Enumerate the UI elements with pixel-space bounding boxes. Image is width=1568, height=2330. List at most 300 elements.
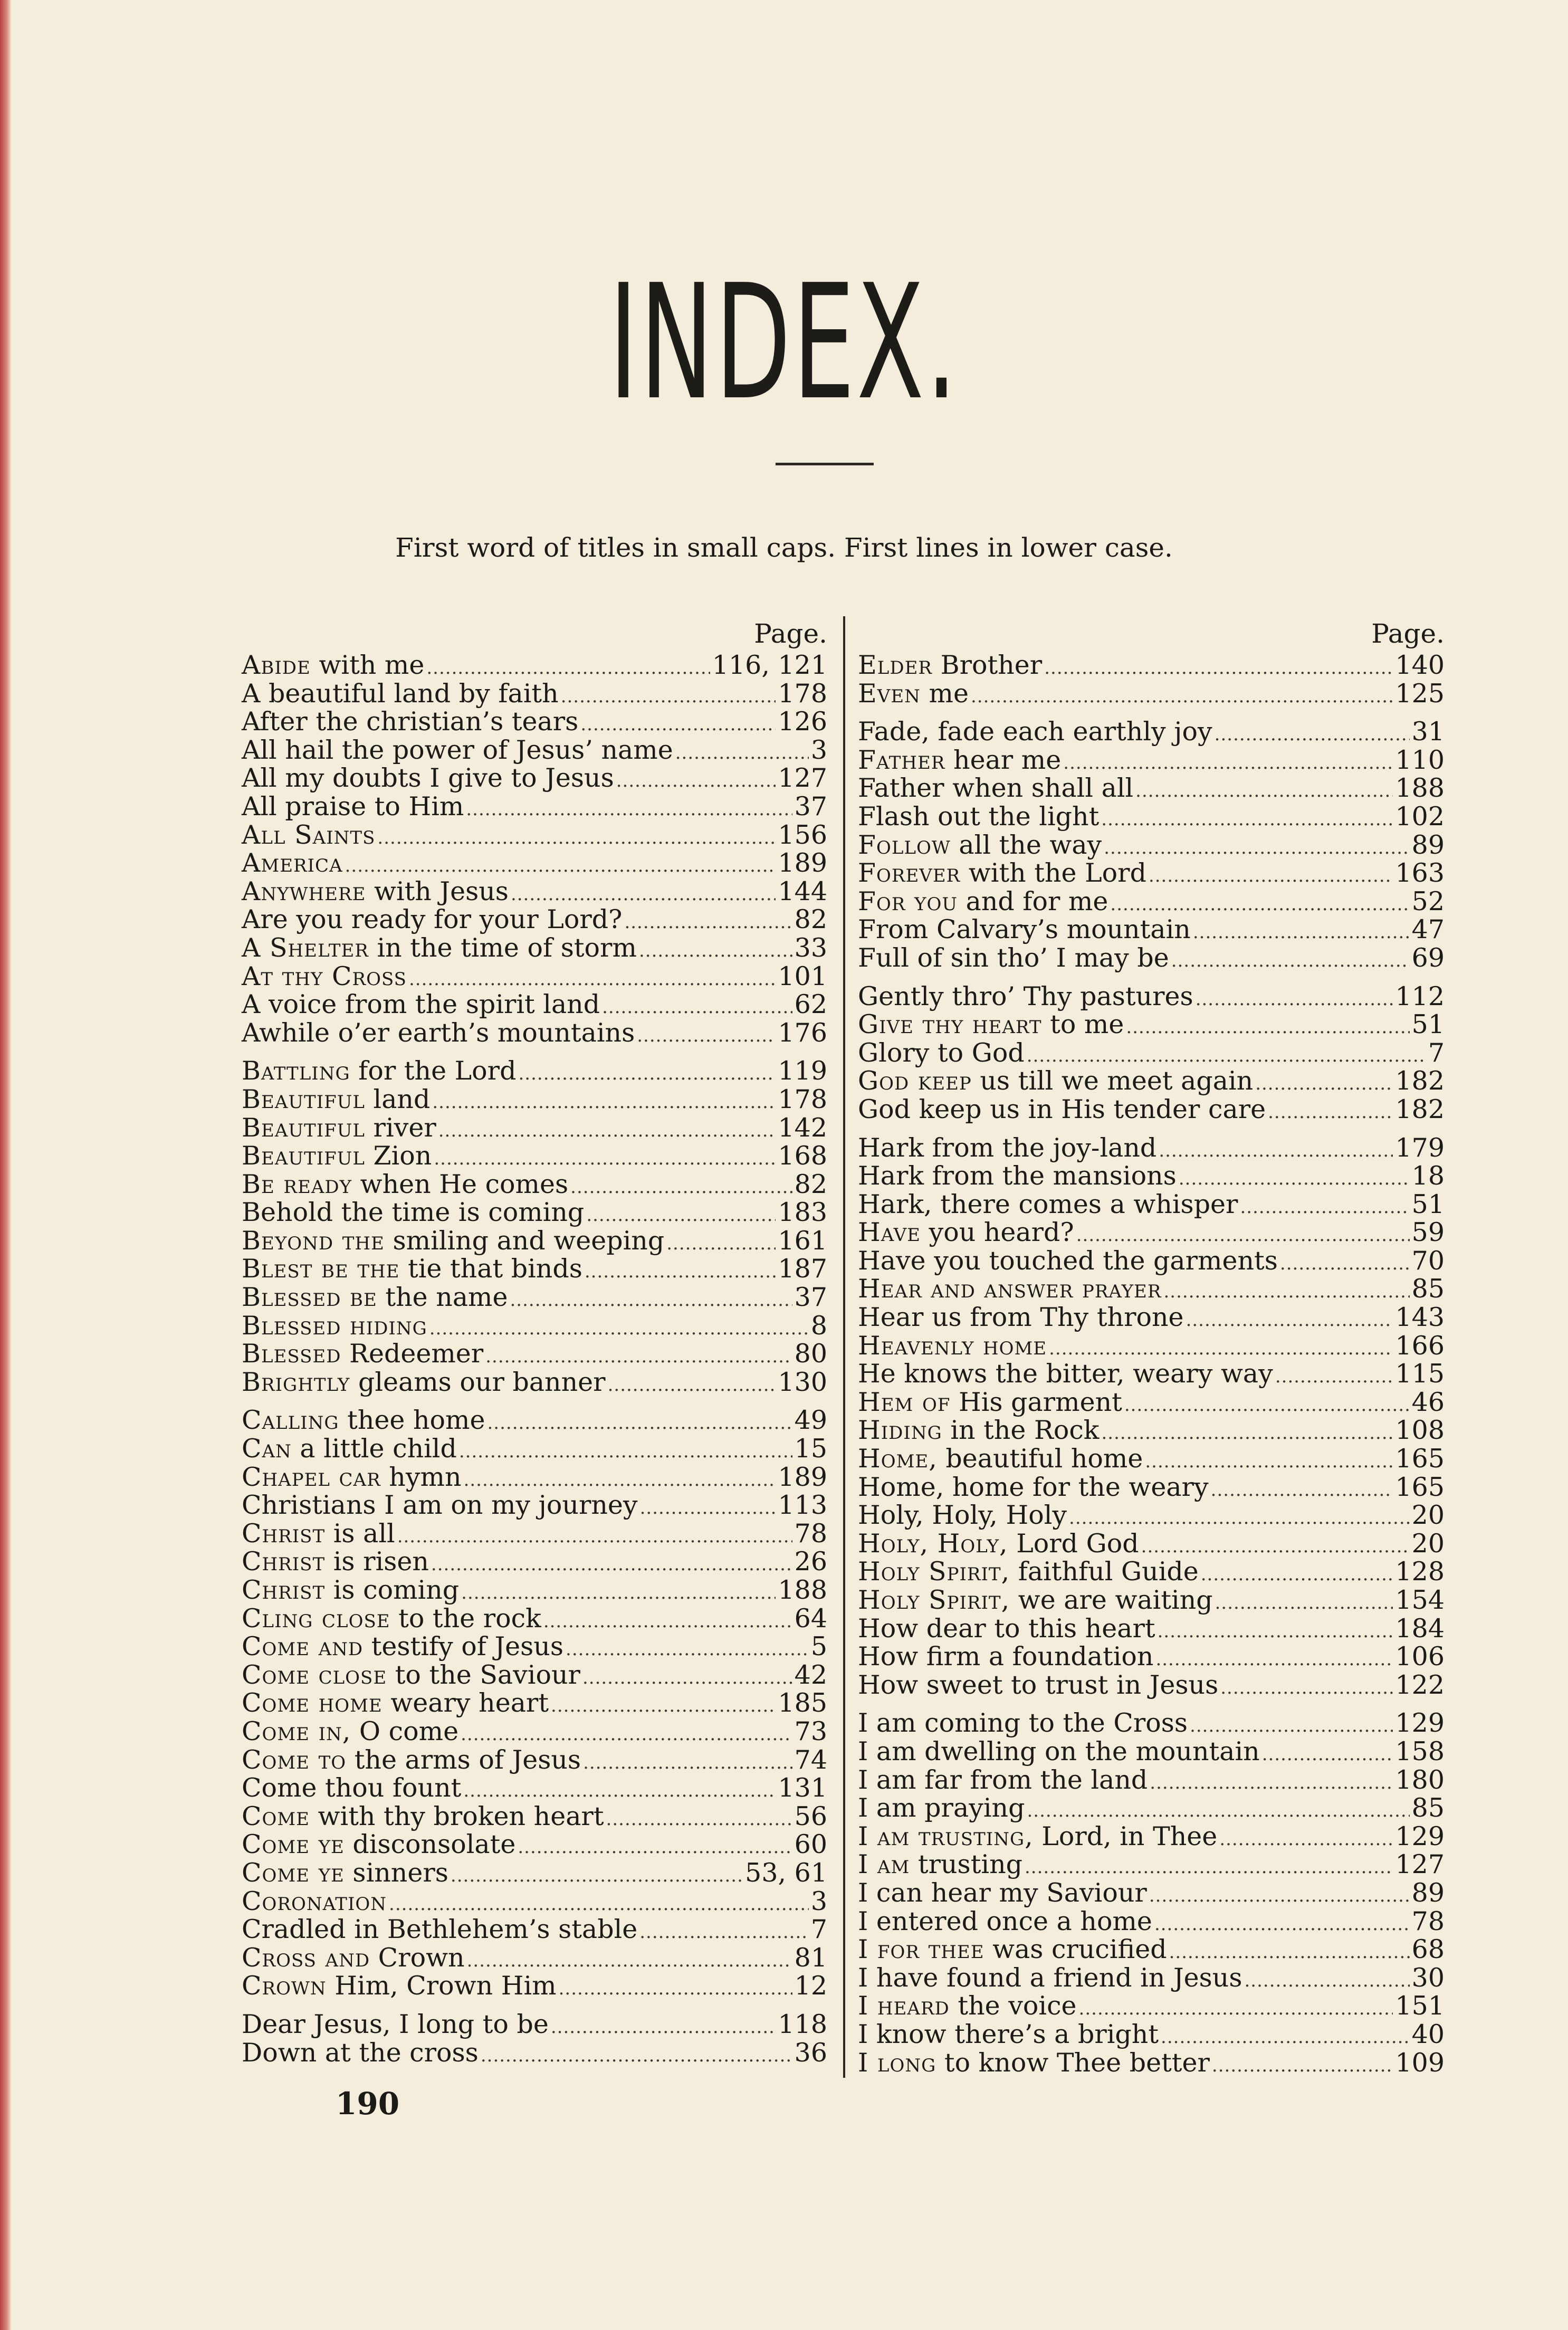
entry-text: Him, Crown Him: [326, 1971, 557, 2001]
entry-small-caps: Blessed be: [242, 1282, 377, 1313]
dot-leader: [518, 1060, 776, 1088]
index-entry: [242, 1689, 827, 1717]
entry-page-number: 12: [794, 1971, 827, 2001]
entry-text: for the Lord: [350, 1056, 517, 1086]
entry-title: [858, 1247, 1278, 1275]
entry-text: All praise to Him: [242, 791, 464, 822]
entry-text: Hear us from Thy throne: [858, 1302, 1184, 1333]
entry-text: to the rock: [390, 1603, 541, 1634]
index-entry: [858, 1737, 1445, 1766]
entry-small-caps: Come ye: [242, 1829, 345, 1860]
dot-leader: [1154, 1911, 1410, 1939]
dot-leader: [1149, 1882, 1410, 1911]
entry-text: Down at the cross: [242, 2037, 479, 2068]
index-entry: [242, 1632, 827, 1661]
entry-page-number: 178: [778, 678, 827, 709]
entry-text: Dear Jesus, I long to be: [242, 2009, 549, 2039]
dot-leader: [487, 1409, 792, 1438]
entry-page-number: 59: [1411, 1217, 1445, 1248]
dot-leader: [551, 2013, 776, 2042]
entry-title: [242, 1114, 436, 1142]
entry-text: the arms of Jesus: [346, 1744, 581, 1775]
entry-title: [858, 1992, 1077, 2020]
entry-page-number: 36: [794, 2037, 827, 2068]
index-entry: [858, 718, 1445, 746]
entry-title: [858, 1303, 1184, 1332]
entry-text: with me: [310, 650, 425, 680]
index-entry: [858, 1643, 1445, 1671]
index-entry: [858, 1501, 1445, 1530]
entry-page-number: 3: [810, 734, 827, 765]
entry-page-number: 127: [778, 763, 827, 794]
index-entry: [858, 1473, 1445, 1502]
entry-page-number: 26: [794, 1546, 827, 1577]
index-entry: [242, 1491, 827, 1520]
entry-title: [242, 1198, 584, 1227]
entry-small-caps: Beautiful: [242, 1084, 365, 1114]
entry-text: Are you ready for your Lord?: [242, 904, 623, 935]
entry-title: [242, 1491, 638, 1520]
entry-title: [242, 1170, 568, 1199]
index-entry: [858, 915, 1445, 944]
entry-page-number: 15: [794, 1434, 827, 1464]
entry-page-number: 62: [794, 989, 827, 1020]
entry-title: [858, 774, 1133, 803]
entry-title: [858, 982, 1193, 1011]
entry-title: [242, 1520, 395, 1548]
index-entry: [242, 877, 827, 906]
dot-leader: [559, 1975, 792, 2003]
entry-page-number: 53, 61: [745, 1857, 827, 1888]
index-entry: [858, 1671, 1445, 1699]
index-entry: [858, 1190, 1445, 1219]
dot-leader: [1101, 806, 1393, 834]
dot-leader: [1171, 947, 1410, 976]
index-entry: [242, 821, 827, 849]
entry-text: hymn: [380, 1462, 462, 1492]
entry-title: [242, 1830, 515, 1859]
entry-text: Hark from the joy-land: [858, 1132, 1157, 1163]
dot-leader: [1193, 919, 1410, 947]
entry-text: I have found a friend in Jesus: [858, 1962, 1242, 1993]
entry-page-number: 142: [778, 1112, 827, 1143]
entry-page-number: 46: [1411, 1387, 1445, 1417]
index-subtitle: First word of titles in small caps. First lines in lower case.: [395, 532, 1173, 563]
dot-leader: [481, 2042, 792, 2070]
index-entry: [242, 1972, 827, 2000]
entry-text: trusting: [910, 1849, 1022, 1880]
entry-text: thee home: [339, 1405, 485, 1436]
entry-small-caps: I heard: [858, 1991, 950, 2021]
dot-leader: [1186, 1306, 1393, 1335]
entry-title: [242, 1312, 427, 1340]
dot-leader: [1211, 1476, 1393, 1505]
entry-title: [242, 849, 343, 877]
entry-small-caps: Beyond the: [242, 1225, 385, 1256]
entry-text: I am dwelling on the mountain: [858, 1736, 1260, 1766]
entry-page-number: 82: [794, 1169, 827, 1199]
entry-title: [858, 1067, 1253, 1095]
index-entry: [242, 1406, 827, 1435]
entry-title: [858, 746, 1061, 775]
entry-title: [242, 1435, 457, 1463]
entry-title: [858, 1671, 1218, 1699]
index-entry: [242, 2010, 827, 2039]
entry-title: [858, 1850, 1022, 1879]
entry-title: [858, 1332, 1047, 1360]
entry-page-number: 183: [778, 1197, 827, 1228]
index-entry: [242, 680, 827, 708]
entry-page-number: 33: [794, 932, 827, 963]
entry-title: [858, 1010, 1124, 1039]
entry-page-number: 49: [794, 1405, 827, 1436]
entry-page-number: 52: [1411, 886, 1445, 916]
entry-text: with thy broken heart: [310, 1801, 604, 1831]
entry-text: us till we meet again: [971, 1066, 1254, 1096]
index-entry: [858, 746, 1445, 775]
entry-small-caps: Come and: [242, 1631, 364, 1662]
entry-small-caps: Be ready: [242, 1169, 352, 1199]
index-entry: [858, 1766, 1445, 1794]
entry-small-caps: For you: [858, 886, 958, 916]
entry-text: All hail the power of Jesus’ name: [242, 734, 673, 765]
entry-page-number: 182: [1395, 1066, 1445, 1096]
entry-text: Hark from the mansions: [858, 1161, 1177, 1191]
index-entry: [858, 1247, 1445, 1275]
title-rule: [776, 463, 874, 465]
entry-small-caps: Crown: [242, 1971, 327, 2001]
entry-title: [858, 1473, 1209, 1502]
entry-text: disconsolate: [344, 1829, 516, 1860]
entry-small-caps: Come close: [242, 1659, 387, 1690]
entry-page-number: 122: [1395, 1669, 1445, 1700]
entry-small-caps: Brightly: [242, 1367, 350, 1397]
entry-title: [242, 1887, 387, 1916]
index-entry: [242, 1142, 827, 1170]
index-entry: [858, 1067, 1445, 1095]
entry-text: Hark, there comes a whisper: [858, 1189, 1238, 1219]
index-entry: [858, 1992, 1445, 2020]
dot-leader: [637, 1022, 776, 1051]
index-entry: [858, 982, 1445, 1011]
entry-text: Home, home for the weary: [858, 1472, 1209, 1502]
entry-text: you heard?: [920, 1217, 1074, 1248]
entry-small-caps: Beautiful: [242, 1112, 365, 1143]
entry-text: Come thou fount: [242, 1773, 462, 1803]
dot-leader: [438, 1117, 776, 1145]
entry-title: [858, 1766, 1148, 1794]
entry-small-caps: Father: [858, 744, 945, 775]
dot-leader: [1268, 1099, 1393, 1127]
entry-title: [858, 1737, 1260, 1766]
entry-text: God keep us in His tender care: [858, 1094, 1266, 1124]
entry-text: gleams our banner: [350, 1367, 606, 1397]
entry-text: smiling and weeping: [384, 1225, 665, 1256]
entry-page-number: 68: [1411, 1934, 1445, 1965]
dot-leader: [1163, 1278, 1409, 1306]
entry-text: Full of sin tho’ I may be: [858, 942, 1169, 973]
index-entry: [858, 1615, 1445, 1643]
entry-page-number: 185: [778, 1688, 827, 1718]
entry-small-caps: Give thy heart: [858, 1009, 1042, 1040]
entry-page-number: 64: [794, 1603, 827, 1634]
dot-leader: [1244, 1967, 1409, 1995]
entry-text: Awhile o’er earth’s mountains: [242, 1017, 635, 1048]
index-entry: [858, 944, 1445, 972]
entry-small-caps: Calling: [242, 1405, 339, 1436]
entry-title: [242, 1283, 508, 1312]
page-column-heading-left: Page.: [754, 618, 827, 649]
entry-title: [242, 934, 637, 962]
index-entry: [858, 774, 1445, 803]
entry-text: Christians I am on my journey: [242, 1490, 638, 1521]
entry-title: [858, 1039, 1025, 1067]
entry-title: [858, 1643, 1153, 1671]
dot-leader: [1219, 1826, 1393, 1854]
index-entry: [242, 1520, 827, 1548]
entry-page-number: 179: [1395, 1132, 1445, 1163]
entry-page-number: 119: [778, 1056, 827, 1086]
entry-page-number: 56: [794, 1801, 827, 1831]
entry-title: [242, 1915, 637, 1944]
entry-title: [242, 905, 622, 934]
entry-text: Lord God: [1008, 1528, 1139, 1559]
entry-title: [858, 651, 1042, 680]
dot-leader: [432, 1088, 776, 1117]
entry-text: was crucified: [984, 1934, 1167, 1965]
dot-leader: [551, 1692, 776, 1721]
entry-page-number: 78: [1411, 1906, 1445, 1936]
entry-text: is coming: [325, 1575, 460, 1605]
entry-text: Brother: [932, 650, 1043, 680]
dot-leader: [1196, 986, 1393, 1014]
index-entry: [858, 1822, 1445, 1851]
index-entry: [858, 1332, 1445, 1360]
entry-small-caps: Can: [242, 1434, 292, 1464]
entry-title: [242, 2039, 479, 2067]
entry-page-number: 85: [1411, 1793, 1445, 1823]
entry-page-number: 7: [810, 1914, 827, 1945]
dot-leader: [585, 1258, 776, 1286]
entry-title: [242, 1463, 462, 1492]
entry-title: [858, 887, 1108, 916]
entry-small-caps: Cling close: [242, 1603, 390, 1634]
entry-text: land: [365, 1084, 431, 1114]
index-entry: [242, 1198, 827, 1227]
entry-text: with Jesus: [366, 876, 509, 906]
page-number: 190: [336, 2086, 400, 2122]
entry-page-number: 37: [794, 791, 827, 822]
entry-title: [242, 990, 600, 1019]
index-entry: [242, 1435, 827, 1463]
entry-title: [242, 792, 464, 821]
entry-page-number: 30: [1411, 1962, 1445, 1993]
entry-page-number: 47: [1411, 914, 1445, 945]
entry-text: all the way: [950, 829, 1102, 860]
entry-title: [858, 1964, 1242, 1992]
right-column: [858, 616, 1445, 2077]
entry-page-number: 126: [778, 706, 827, 737]
entry-small-caps: Blest be the: [242, 1254, 400, 1284]
index-entry: [858, 1360, 1445, 1388]
dot-leader: [1280, 1250, 1410, 1278]
index-entry: [858, 1964, 1445, 1992]
entry-text: sinners: [344, 1857, 448, 1888]
entry-page-number: 73: [794, 1716, 827, 1746]
index-entry: [858, 1445, 1445, 1473]
entry-title: [858, 944, 1169, 972]
entry-text: How sweet to trust in Jesus: [858, 1669, 1219, 1700]
entry-page-number: 178: [778, 1084, 827, 1114]
dot-leader: [1104, 834, 1409, 863]
entry-title: [858, 1907, 1152, 1936]
entry-page-number: 189: [778, 848, 827, 878]
entry-title: [858, 1218, 1074, 1247]
entry-small-caps: God keep: [858, 1066, 972, 1096]
dot-leader: [561, 683, 776, 711]
index-entry: [242, 736, 827, 765]
entry-page-number: 143: [1395, 1302, 1445, 1333]
entry-small-caps: Anywhere: [242, 876, 366, 906]
dot-leader: [431, 1551, 792, 1579]
dot-leader: [1150, 1769, 1393, 1798]
entry-page-number: 80: [794, 1339, 827, 1369]
entry-page-number: 129: [1395, 1821, 1445, 1851]
entry-title: [858, 1794, 1025, 1822]
dot-leader: [608, 1371, 776, 1400]
entry-title: [858, 1416, 1099, 1445]
dot-leader: [1135, 777, 1393, 806]
entry-title: [858, 1558, 1199, 1586]
entry-small-caps: Abide: [242, 650, 311, 680]
entry-page-number: 110: [1395, 744, 1445, 775]
entry-page-number: 20: [1411, 1500, 1445, 1531]
entry-title: [242, 1717, 458, 1746]
entry-small-caps: I for thee: [858, 1934, 984, 1965]
entry-page-number: 189: [778, 1462, 827, 1492]
index-entry: [242, 1057, 827, 1085]
entry-page-number: 131: [778, 1773, 827, 1803]
entry-text: and for me: [958, 886, 1108, 916]
index-entry: [858, 1388, 1445, 1417]
entry-page-number: 188: [778, 1575, 827, 1605]
entry-text: He knows the bitter, weary way: [858, 1359, 1273, 1389]
dot-leader: [1262, 1741, 1393, 1769]
index-entry: [858, 859, 1445, 887]
entry-title: [242, 2010, 549, 2039]
entry-page-number: 89: [1411, 829, 1445, 860]
index-entry: [858, 1879, 1445, 1907]
dot-leader: [1215, 1589, 1393, 1618]
index-entry: [242, 990, 827, 1019]
index-entry: [858, 1039, 1445, 1067]
entry-page-number: 144: [778, 876, 827, 906]
entry-title: [858, 1275, 1161, 1303]
dot-leader: [1255, 1070, 1393, 1099]
index-entry: [242, 1019, 827, 1047]
entry-page-number: 51: [1411, 1189, 1445, 1219]
entry-text: I can hear my Saviour: [858, 1877, 1147, 1908]
index-entry: [242, 1859, 827, 1887]
entry-title: [858, 1162, 1177, 1190]
index-entry: [858, 831, 1445, 860]
index-entry: [858, 1935, 1445, 1964]
entry-page-number: 115: [1395, 1359, 1445, 1389]
entry-small-caps: All Saints: [242, 819, 376, 850]
index-entry: [242, 1887, 827, 1916]
dot-leader: [1124, 1391, 1410, 1420]
index-entry: [858, 1586, 1445, 1615]
entry-text: His garment: [950, 1387, 1122, 1417]
entry-page-number: 180: [1395, 1764, 1445, 1795]
entry-page-number: 37: [794, 1282, 827, 1313]
entry-small-caps: Even: [858, 678, 921, 709]
index-entry: [858, 803, 1445, 831]
entry-small-caps: Battling: [242, 1056, 350, 1086]
index-entry: [242, 1576, 827, 1605]
dot-leader: [624, 909, 792, 937]
entry-text: I am far from the land: [858, 1764, 1148, 1795]
entry-text: weary heart: [382, 1688, 549, 1718]
entry-page-number: 128: [1395, 1556, 1445, 1587]
entry-page-number: 40: [1411, 2019, 1445, 2049]
entry-page-number: 108: [1395, 1415, 1445, 1446]
entry-title: [242, 1548, 429, 1576]
entry-page-number: 3: [810, 1886, 827, 1916]
entry-title: [242, 1227, 664, 1255]
index-entry: [858, 1850, 1445, 1879]
index-entry: [858, 887, 1445, 916]
entry-title: [242, 764, 614, 792]
entry-title: [858, 1530, 1139, 1558]
index-entry: [858, 2020, 1445, 2049]
entry-title: [242, 1019, 635, 1047]
entry-page-number: 109: [1395, 2047, 1445, 2078]
dot-leader: [1275, 1363, 1393, 1391]
page-column-heading-right: Page.: [1371, 618, 1445, 649]
entry-small-caps: Cross and: [242, 1942, 370, 1973]
entry-text: O come: [351, 1716, 459, 1746]
entry-page-number: 116, 121: [712, 650, 827, 680]
entry-title: [242, 680, 559, 708]
entry-small-caps: Chapel car: [242, 1462, 381, 1492]
entry-title: [858, 859, 1146, 887]
entry-title: [242, 651, 424, 680]
entry-text: a little child: [291, 1434, 457, 1464]
index-entry: [242, 1114, 827, 1142]
entry-page-number: 78: [794, 1518, 827, 1549]
entry-page-number: 31: [1411, 717, 1445, 747]
index-entry: [858, 1010, 1445, 1039]
entry-text: I am praying: [858, 1793, 1025, 1823]
index-entry: [242, 1340, 827, 1368]
entry-text: A voice from the spirit land: [242, 989, 600, 1020]
dot-leader: [1158, 1618, 1393, 1646]
dot-leader: [459, 1438, 792, 1466]
entry-title: [242, 1661, 580, 1689]
entry-small-caps: Hear and answer prayer: [858, 1274, 1162, 1304]
index-entry: [242, 905, 827, 934]
entry-text: Father when shall all: [858, 773, 1134, 804]
entry-page-number: 176: [778, 1017, 827, 1048]
entry-page-number: 125: [1395, 678, 1445, 709]
entry-text: From Calvary’s mountain: [858, 914, 1191, 945]
entry-small-caps: Have: [858, 1217, 921, 1248]
dot-leader: [616, 767, 776, 796]
entry-text: faithful Guide: [1010, 1556, 1199, 1587]
entry-text: How dear to this heart: [858, 1613, 1155, 1644]
index-entry: [858, 1303, 1445, 1332]
